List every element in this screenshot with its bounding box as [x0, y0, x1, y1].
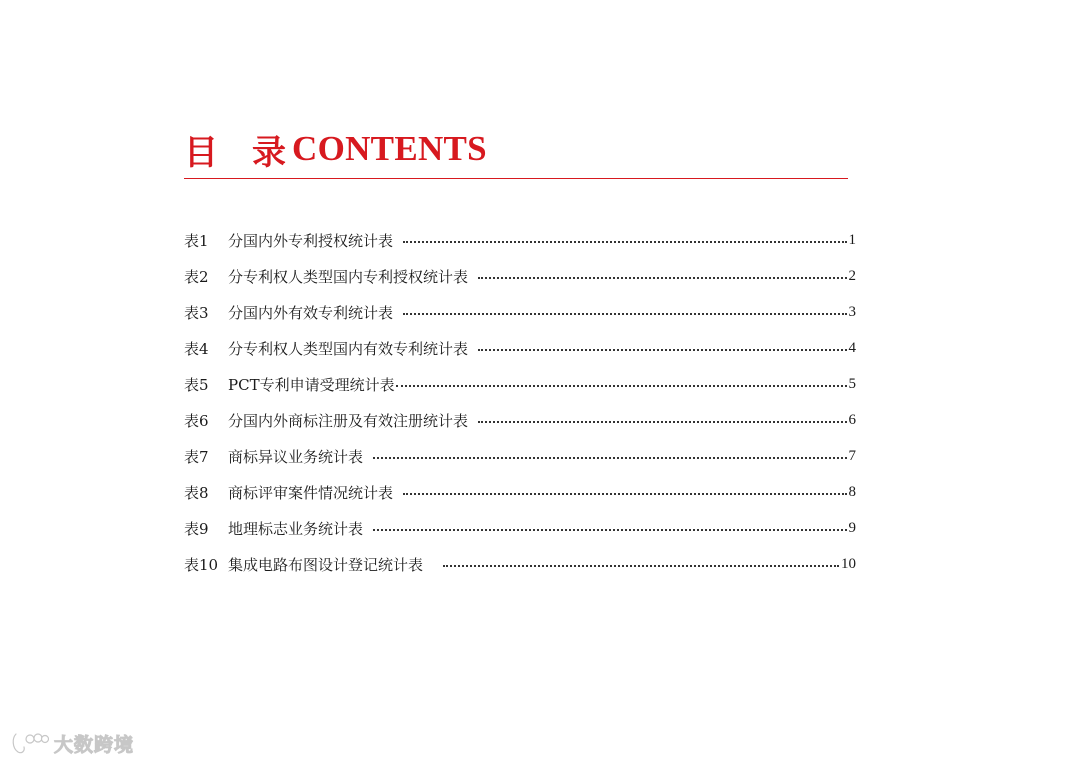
dot-leader: [478, 349, 846, 351]
toc-number: 表9: [184, 519, 209, 538]
toc-title: 分专利权人类型国内有效专利统计表: [228, 339, 469, 358]
toc-title: 地理标志业务统计表: [228, 519, 364, 538]
toc-entry-2[interactable]: [184, 258, 856, 294]
toc-entry-5[interactable]: [184, 366, 856, 402]
watermark-text: 大数跨境: [54, 733, 135, 756]
table-of-contents: [184, 222, 856, 582]
title-english: CONTENTS: [292, 129, 487, 168]
page-title: [184, 124, 487, 174]
watermark: [10, 728, 134, 758]
dot-leader: [403, 493, 846, 495]
toc-page-number: 8: [848, 483, 856, 500]
toc-title: 集成电路布图设计登记统计表: [228, 555, 424, 574]
toc-number: 表2: [184, 267, 209, 286]
toc-entry-9[interactable]: [184, 510, 856, 546]
toc-number: 表6: [184, 411, 209, 430]
dot-leader: [373, 529, 846, 531]
toc-entry-7[interactable]: [184, 438, 856, 474]
toc-page-number: 2: [848, 267, 856, 284]
toc-entry-4[interactable]: [184, 330, 856, 366]
dot-leader: [396, 385, 847, 387]
toc-number: 表8: [184, 483, 209, 502]
toc-entry-3[interactable]: [184, 294, 856, 330]
dot-leader: [443, 565, 839, 567]
toc-page-number: 7: [848, 447, 856, 464]
toc-number: 表4: [184, 339, 209, 358]
toc-page-number: 1: [848, 231, 856, 248]
toc-number: 表10: [184, 555, 219, 574]
toc-number: 表7: [184, 447, 209, 466]
toc-title: 商标评审案件情况统计表: [228, 483, 394, 502]
toc-number: 表3: [184, 303, 209, 322]
dot-leader: [403, 313, 846, 315]
toc-page-number: 6: [848, 411, 856, 428]
toc-page-number: 3: [848, 303, 856, 320]
title-chinese-lu: 录: [252, 132, 286, 173]
toc-entry-6[interactable]: [184, 402, 856, 438]
logo-icon: [10, 730, 50, 756]
title-chinese-mu: 目: [184, 132, 218, 173]
toc-entry-10[interactable]: [184, 546, 856, 582]
toc-number: 表5: [184, 375, 209, 394]
toc-page-number: 10: [841, 555, 856, 572]
toc-title: 分国内外商标注册及有效注册统计表: [228, 411, 469, 430]
toc-number: 表1: [184, 231, 209, 250]
toc-title: 分国内外专利授权统计表: [228, 231, 394, 250]
toc-page-number: 9: [848, 519, 856, 536]
toc-title: 分专利权人类型国内专利授权统计表: [228, 267, 469, 286]
toc-title: 商标异议业务统计表: [228, 447, 364, 466]
toc-title: PCT专利申请受理统计表: [228, 375, 395, 394]
toc-title: 分国内外有效专利统计表: [228, 303, 394, 322]
dot-leader: [478, 277, 846, 279]
toc-page-number: 5: [848, 375, 856, 392]
toc-entry-1[interactable]: [184, 222, 856, 258]
toc-entry-8[interactable]: [184, 474, 856, 510]
dot-leader: [373, 457, 846, 459]
toc-page-number: 4: [848, 339, 856, 356]
title-divider: [184, 178, 848, 179]
dot-leader: [478, 421, 846, 423]
dot-leader: [403, 241, 846, 243]
